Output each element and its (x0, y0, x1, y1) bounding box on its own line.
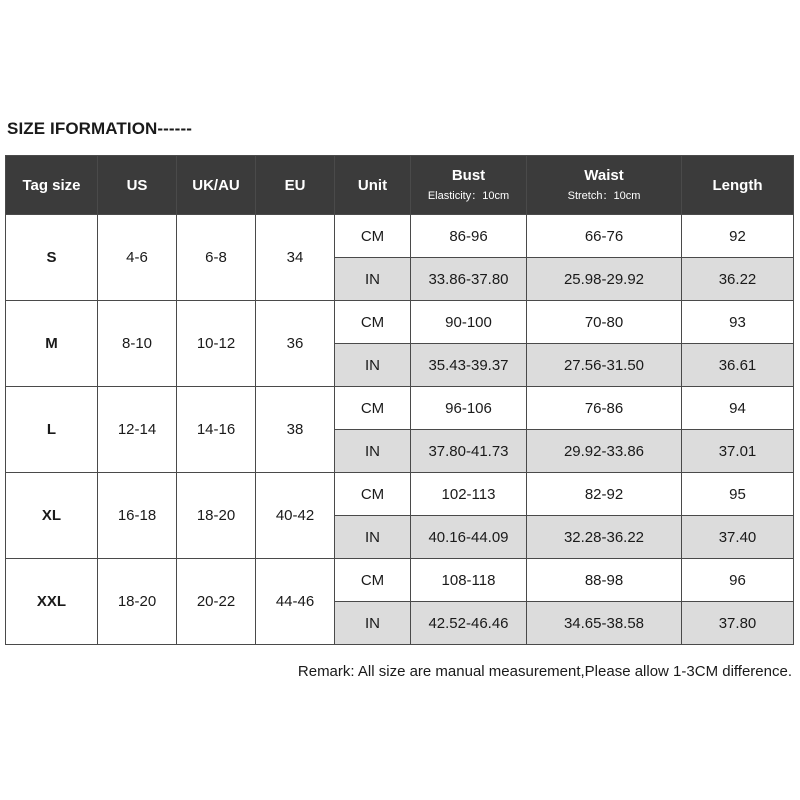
eu-size-cell: 38 (256, 387, 335, 473)
waist-cell: 25.98-29.92 (527, 258, 682, 301)
bust-cell: 96-106 (411, 387, 527, 430)
header-waist (527, 156, 682, 215)
length-cell: 96 (682, 559, 794, 602)
uk-au-size-cell: 6-8 (177, 215, 256, 301)
tag-size-cell: M (6, 301, 98, 387)
unit-cell: IN (335, 258, 411, 301)
uk-au-size-cell: 14-16 (177, 387, 256, 473)
table-row (6, 387, 794, 430)
length-cell: 37.80 (682, 602, 794, 645)
uk-au-size-cell: 20-22 (177, 559, 256, 645)
header-unit: Unit (335, 156, 411, 215)
size-chart-table (5, 155, 794, 645)
header-waist-note: Stretch：10cm (567, 190, 641, 202)
table-row (6, 473, 794, 516)
unit-cell: CM (335, 473, 411, 516)
bust-cell: 42.52-46.46 (411, 602, 527, 645)
unit-cell: IN (335, 516, 411, 559)
bust-cell: 40.16-44.09 (411, 516, 527, 559)
tag-size-cell: L (6, 387, 98, 473)
length-cell: 37.40 (682, 516, 794, 559)
waist-cell: 34.65-38.58 (527, 602, 682, 645)
tag-size-cell: S (6, 215, 98, 301)
waist-cell: 82-92 (527, 473, 682, 516)
unit-cell: IN (335, 602, 411, 645)
waist-cell: 27.56-31.50 (527, 344, 682, 387)
eu-size-cell: 44-46 (256, 559, 335, 645)
header-uk-au: UK/AU (177, 156, 256, 215)
waist-cell: 29.92-33.86 (527, 430, 682, 473)
length-cell: 36.61 (682, 344, 794, 387)
length-cell: 93 (682, 301, 794, 344)
unit-cell: CM (335, 301, 411, 344)
header-bust (411, 156, 527, 215)
uk-au-size-cell: 10-12 (177, 301, 256, 387)
bust-cell: 35.43-39.37 (411, 344, 527, 387)
header-bust-label: Bust (451, 167, 486, 184)
length-cell: 37.01 (682, 430, 794, 473)
us-size-cell: 16-18 (98, 473, 177, 559)
us-size-cell: 8-10 (98, 301, 177, 387)
table-row (6, 215, 794, 258)
page-title: SIZE IFORMATION------ (7, 119, 192, 138)
waist-cell: 76-86 (527, 387, 682, 430)
length-cell: 92 (682, 215, 794, 258)
eu-size-cell: 34 (256, 215, 335, 301)
length-cell: 95 (682, 473, 794, 516)
header-length: Length (682, 156, 794, 215)
size-table-body (6, 215, 794, 645)
header-eu: EU (256, 156, 335, 215)
waist-cell: 66-76 (527, 215, 682, 258)
unit-cell: CM (335, 387, 411, 430)
eu-size-cell: 40-42 (256, 473, 335, 559)
length-cell: 36.22 (682, 258, 794, 301)
unit-cell: CM (335, 559, 411, 602)
unit-cell: IN (335, 430, 411, 473)
us-size-cell: 12-14 (98, 387, 177, 473)
header-us: US (98, 156, 177, 215)
bust-cell: 102-113 (411, 473, 527, 516)
bust-cell: 33.86-37.80 (411, 258, 527, 301)
unit-cell: CM (335, 215, 411, 258)
us-size-cell: 18-20 (98, 559, 177, 645)
waist-cell: 88-98 (527, 559, 682, 602)
table-row (6, 301, 794, 344)
uk-au-size-cell: 18-20 (177, 473, 256, 559)
tag-size-cell: XXL (6, 559, 98, 645)
table-row (6, 559, 794, 602)
waist-cell: 32.28-36.22 (527, 516, 682, 559)
eu-size-cell: 36 (256, 301, 335, 387)
bust-cell: 86-96 (411, 215, 527, 258)
length-cell: 94 (682, 387, 794, 430)
header-waist-label: Waist (584, 167, 624, 184)
unit-cell: IN (335, 344, 411, 387)
table-header-row (6, 156, 794, 215)
tag-size-cell: XL (6, 473, 98, 559)
bust-cell: 108-118 (411, 559, 527, 602)
header-bust-note: Elasticity：10cm (427, 190, 510, 202)
waist-cell: 70-80 (527, 301, 682, 344)
bust-cell: 37.80-41.73 (411, 430, 527, 473)
bust-cell: 90-100 (411, 301, 527, 344)
remark-note: Remark: All size are manual measurement,Please allow 1-3CM difference. (297, 663, 792, 680)
us-size-cell: 4-6 (98, 215, 177, 301)
header-tag-size: Tag size (6, 156, 98, 215)
